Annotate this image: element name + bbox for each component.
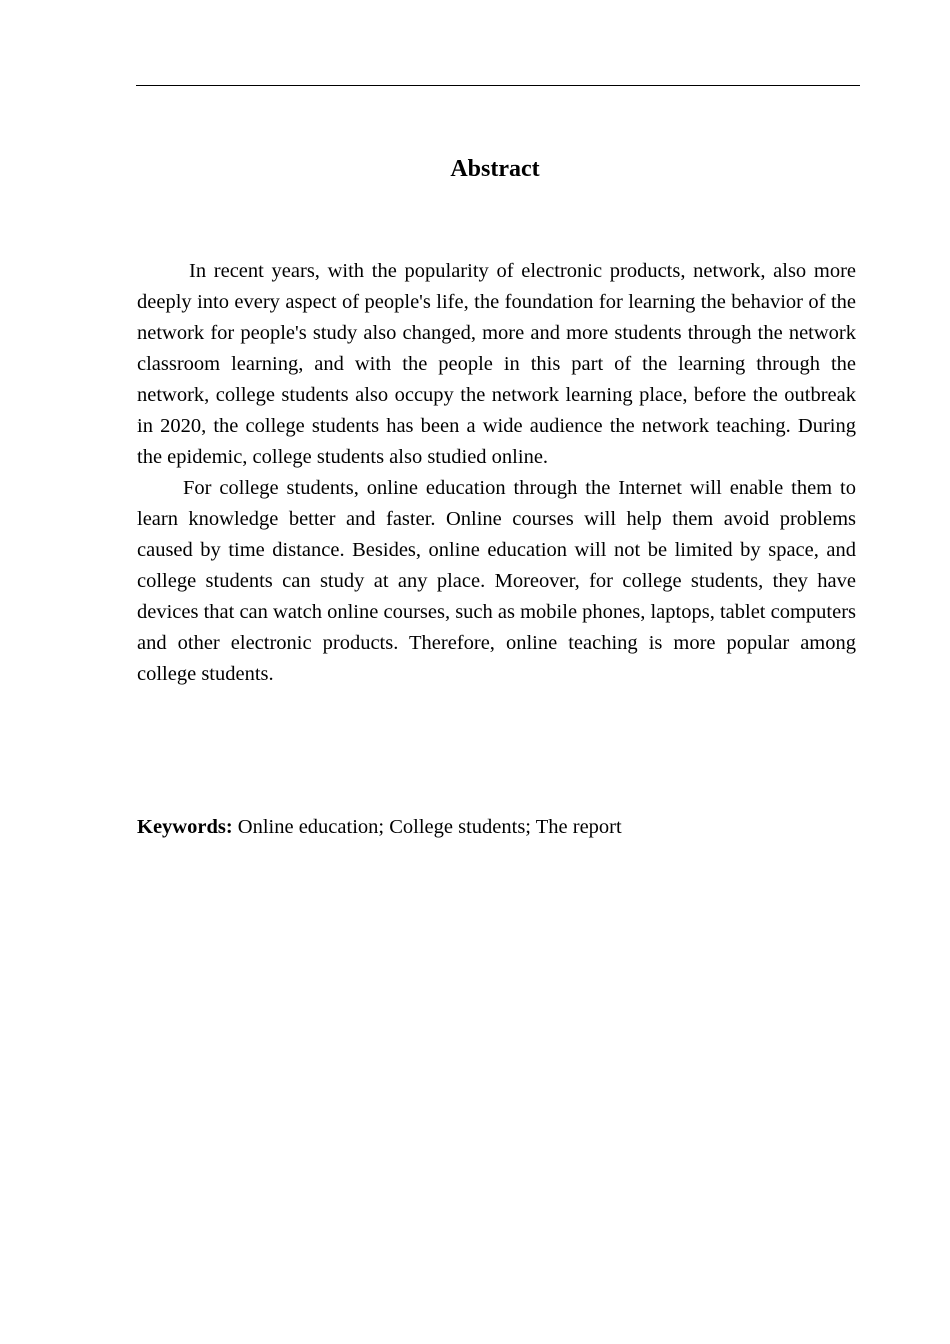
keywords-text: Online education; College students; The report	[237, 816, 622, 838]
abstract-body	[137, 256, 856, 690]
header-rule	[136, 85, 860, 86]
page-title: Abstract	[450, 156, 540, 182]
abstract-paragraph-1: In recent years, with the popularity of electronic products, network, also more deeply into every aspect of people's life, the foundation for learning the behavior of the network for people's study also changed, more and more students through the network classroom learning, and with the people in this part of the learning through the network, college students also occupy the network learning place, before the outbreak in 2020, the college students has been a wide audience the network teaching. During the epidemic, college students also studied online.	[137, 260, 856, 468]
keywords-label: Keywords:	[137, 816, 233, 838]
abstract-paragraph-2: For college students, online education through the Internet will enable them to learn knowledge better and faster. Online courses will help them avoid problems caused by time distance. Besides, online education will not be limited by space, and college students can study at any place. Moreover, for college students, they have devices that can watch online courses, such as mobile phones, laptops, tablet computers and other electronic products. Therefore, online teaching is more popular among college students.	[137, 477, 857, 685]
keywords-line	[137, 812, 856, 843]
